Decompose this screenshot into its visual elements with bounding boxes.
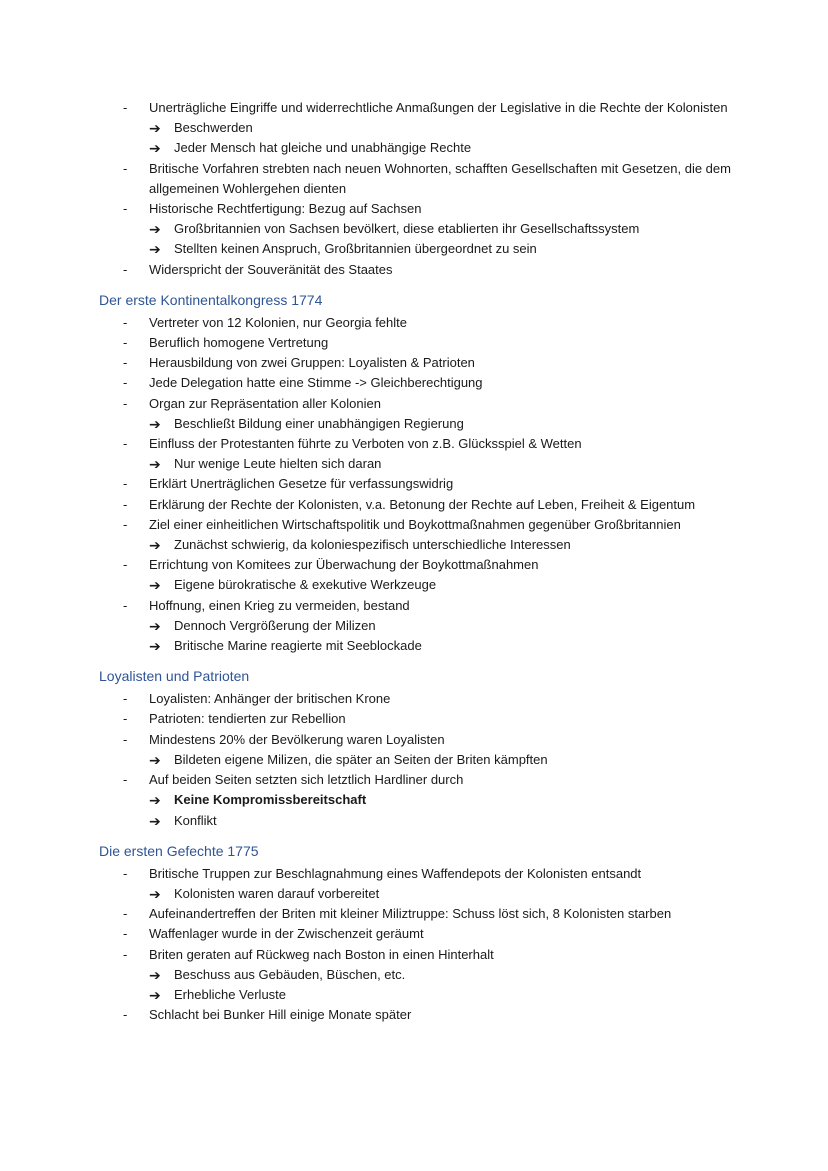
sub-list-item-text: Nur wenige Leute hielten sich daran (174, 456, 382, 472)
dash-bullet-icon: - (123, 865, 128, 881)
sub-list-item-text: Zunächst schwierig, da koloniespezifisch unterschiedliche Interessen (174, 537, 571, 553)
dash-bullet-icon: - (123, 261, 128, 277)
arrow-right-icon: ➔ (149, 885, 161, 902)
sub-list (0, 750, 828, 770)
sub-list-item-text: Dennoch Vergrößerung der Milizen (174, 617, 376, 633)
list-item (0, 924, 828, 944)
list-item (0, 904, 828, 924)
list-item-text: Errichtung von Komitees zur Überwachung der Boykottmaßnahmen (149, 557, 539, 573)
list-item (0, 474, 828, 494)
sub-list-item (0, 138, 828, 158)
list-item-text: Herausbildung von zwei Gruppen: Loyalisten & Patrioten (149, 355, 475, 371)
sub-list-item (0, 750, 828, 770)
sub-list-item (0, 219, 828, 239)
dash-bullet-icon: - (123, 436, 128, 452)
list-item-text: Mindestens 20% der Bevölkerung waren Loyalisten (149, 731, 445, 747)
list-item (0, 333, 828, 353)
sub-list-item (0, 884, 828, 904)
section-heading: Loyalisten und Patrioten (99, 668, 250, 685)
sub-list-item-text: Konflikt (174, 812, 217, 828)
list-item (0, 596, 828, 657)
list-item-text: Hoffnung, einen Krieg zu vermeiden, bestand (149, 597, 410, 613)
dash-bullet-icon: - (123, 731, 128, 747)
list-item-text: Vertreter von 12 Kolonien, nur Georgia fehlte (149, 314, 407, 330)
section-heading: Der erste Kontinentalkongress 1774 (99, 291, 323, 308)
sub-list-item (0, 575, 828, 595)
dash-bullet-icon: - (123, 597, 128, 613)
bullet-list (0, 864, 828, 1026)
dash-bullet-icon: - (123, 772, 128, 788)
sub-list-item-text: Bildeten eigene Milizen, die später an Seiten der Briten kämpften (174, 751, 548, 767)
sub-list-item-text: Stellten keinen Anspruch, Großbritannien übergeordnet zu sein (174, 241, 537, 257)
list-item-text: Erklärt Unerträglichen Gesetze für verfassungswidrig (149, 476, 454, 492)
arrow-right-icon: ➔ (149, 986, 161, 1003)
list-item-text: Erklärung der Rechte der Kolonisten, v.a. Betonung der Rechte auf Leben, Freiheit & Eigentum (149, 496, 696, 512)
list-item (0, 353, 828, 373)
sub-list (0, 454, 828, 474)
dash-bullet-icon: - (123, 691, 128, 707)
list-item (0, 1005, 828, 1025)
sub-list-item (0, 414, 828, 434)
list-item (0, 730, 828, 770)
dash-bullet-icon: - (123, 201, 128, 217)
list-item-text: Beruflich homogene Vertretung (149, 335, 329, 351)
sub-list-item (0, 811, 828, 831)
dash-bullet-icon: - (123, 496, 128, 512)
arrow-right-icon: ➔ (149, 221, 161, 238)
sub-list (0, 535, 828, 555)
arrow-right-icon: ➔ (149, 812, 161, 829)
arrow-right-icon: ➔ (149, 415, 161, 432)
list-item (0, 770, 828, 831)
list-item-text: Britische Vorfahren strebten nach neuen Wohnorten, schafften Gesellschaften mit Gesetzen, die dem allgemeinen Wohlergehen dienten (149, 160, 731, 196)
sub-list (0, 118, 828, 158)
sub-list-item-text: Beschuss aus Gebäuden, Büschen, etc. (174, 966, 406, 982)
dash-bullet-icon: - (123, 946, 128, 962)
list-item-text: Auf beiden Seiten setzten sich letztlich Hardliner durch (149, 772, 464, 788)
list-item (0, 515, 828, 555)
list-item-text: Ziel einer einheitlichen Wirtschaftspolitik und Boykottmaßnahmen gegenüber Großbritannien (149, 516, 681, 532)
dash-bullet-icon: - (123, 557, 128, 573)
arrow-right-icon: ➔ (149, 617, 161, 634)
arrow-right-icon: ➔ (149, 577, 161, 594)
list-item (0, 199, 828, 260)
list-item (0, 434, 828, 474)
arrow-right-icon: ➔ (149, 120, 161, 137)
section (0, 290, 828, 656)
sub-list (0, 965, 828, 1005)
section-heading: Die ersten Gefechte 1775 (99, 842, 259, 859)
dash-bullet-icon: - (123, 516, 128, 532)
list-item-text: Briten geraten auf Rückweg nach Boston in einen Hinterhalt (149, 946, 494, 962)
list-item (0, 709, 828, 729)
dash-bullet-icon: - (123, 335, 128, 351)
arrow-right-icon: ➔ (149, 456, 161, 473)
dash-bullet-icon: - (123, 160, 128, 176)
list-item-text: Jede Delegation hatte eine Stimme -> Gleichberechtigung (149, 375, 483, 391)
list-item-text: Historische Rechtfertigung: Bezug auf Sachsen (149, 201, 422, 217)
dash-bullet-icon: - (123, 926, 128, 942)
sub-list (0, 616, 828, 656)
list-item-text: Aufeinandertreffen der Briten mit kleiner Miliztruppe: Schuss löst sich, 8 Kolonisten starben (149, 906, 672, 922)
document-page (0, 98, 828, 1025)
bullet-list (0, 98, 828, 280)
dash-bullet-icon: - (123, 395, 128, 411)
dash-bullet-icon: - (123, 314, 128, 330)
list-item-text: Unerträgliche Eingriffe und widerrechtliche Anmaßungen der Legislative in die Rechte der Kolonisten (149, 100, 728, 115)
dash-bullet-icon: - (123, 375, 128, 391)
sub-list-item (0, 790, 828, 810)
arrow-right-icon: ➔ (149, 140, 161, 157)
sub-list-item (0, 239, 828, 259)
list-item-text: Waffenlager wurde in der Zwischenzeit geräumt (149, 926, 424, 942)
sub-list-item-text: Beschwerden (174, 120, 253, 136)
arrow-right-icon: ➔ (149, 792, 161, 809)
dash-bullet-icon: - (123, 476, 128, 492)
arrow-right-icon: ➔ (149, 638, 161, 655)
list-item (0, 98, 828, 159)
section (0, 98, 828, 280)
dash-bullet-icon: - (123, 711, 128, 727)
list-item-text: Einfluss der Protestanten führte zu Verboten von z.B. Glücksspiel & Wetten (149, 436, 582, 452)
bullet-list (0, 313, 828, 656)
list-item (0, 313, 828, 333)
list-item-text: Schlacht bei Bunker Hill einige Monate später (149, 1007, 412, 1023)
list-item (0, 373, 828, 393)
sub-list-item (0, 985, 828, 1005)
sub-list-item-text: Britische Marine reagierte mit Seeblockade (174, 638, 422, 654)
list-item (0, 394, 828, 434)
sub-list (0, 414, 828, 434)
arrow-right-icon: ➔ (149, 241, 161, 258)
sub-list (0, 790, 828, 830)
sub-list (0, 884, 828, 904)
list-item-text: Organ zur Repräsentation aller Kolonien (149, 395, 381, 411)
bullet-list (0, 689, 828, 830)
sub-list (0, 219, 828, 259)
arrow-right-icon: ➔ (149, 537, 161, 554)
list-item-text: Patrioten: tendierten zur Rebellion (149, 711, 346, 727)
list-item (0, 159, 828, 199)
dash-bullet-icon: - (123, 1007, 128, 1023)
list-item (0, 555, 828, 595)
sub-list-item (0, 118, 828, 138)
sub-list-item (0, 636, 828, 656)
sub-list-item (0, 616, 828, 636)
sub-list-item-text: Jeder Mensch hat gleiche und unabhängige Rechte (174, 140, 472, 156)
list-item-text: Widerspricht der Souveränität des Staates (149, 261, 393, 277)
sub-list-item-text: Keine Kompromissbereitschaft (174, 792, 367, 808)
list-item-text: Britische Truppen zur Beschlagnahmung eines Waffendepots der Kolonisten entsandt (149, 865, 642, 881)
sub-list-item-text: Erhebliche Verluste (174, 986, 287, 1002)
sub-list-item-text: Eigene bürokratische & exekutive Werkzeuge (174, 577, 437, 593)
list-item (0, 864, 828, 904)
arrow-right-icon: ➔ (149, 751, 161, 768)
list-item (0, 260, 828, 280)
sub-list (0, 575, 828, 595)
section (0, 666, 828, 830)
list-item (0, 689, 828, 709)
dash-bullet-icon: - (123, 906, 128, 922)
dash-bullet-icon: - (123, 355, 128, 371)
list-item (0, 945, 828, 1006)
list-item (0, 495, 828, 515)
sub-list-item-text: Beschließt Bildung einer unabhängigen Regierung (174, 415, 464, 431)
dash-bullet-icon: - (123, 100, 128, 115)
list-item-text: Loyalisten: Anhänger der britischen Krone (149, 691, 391, 707)
sub-list-item (0, 535, 828, 555)
sub-list-item (0, 454, 828, 474)
section (0, 841, 828, 1026)
sub-list-item-text: Kolonisten waren darauf vorbereitet (174, 885, 380, 901)
sub-list-item (0, 965, 828, 985)
sub-list-item-text: Großbritannien von Sachsen bevölkert, diese etablierten ihr Gesellschaftssystem (174, 221, 640, 237)
arrow-right-icon: ➔ (149, 966, 161, 983)
